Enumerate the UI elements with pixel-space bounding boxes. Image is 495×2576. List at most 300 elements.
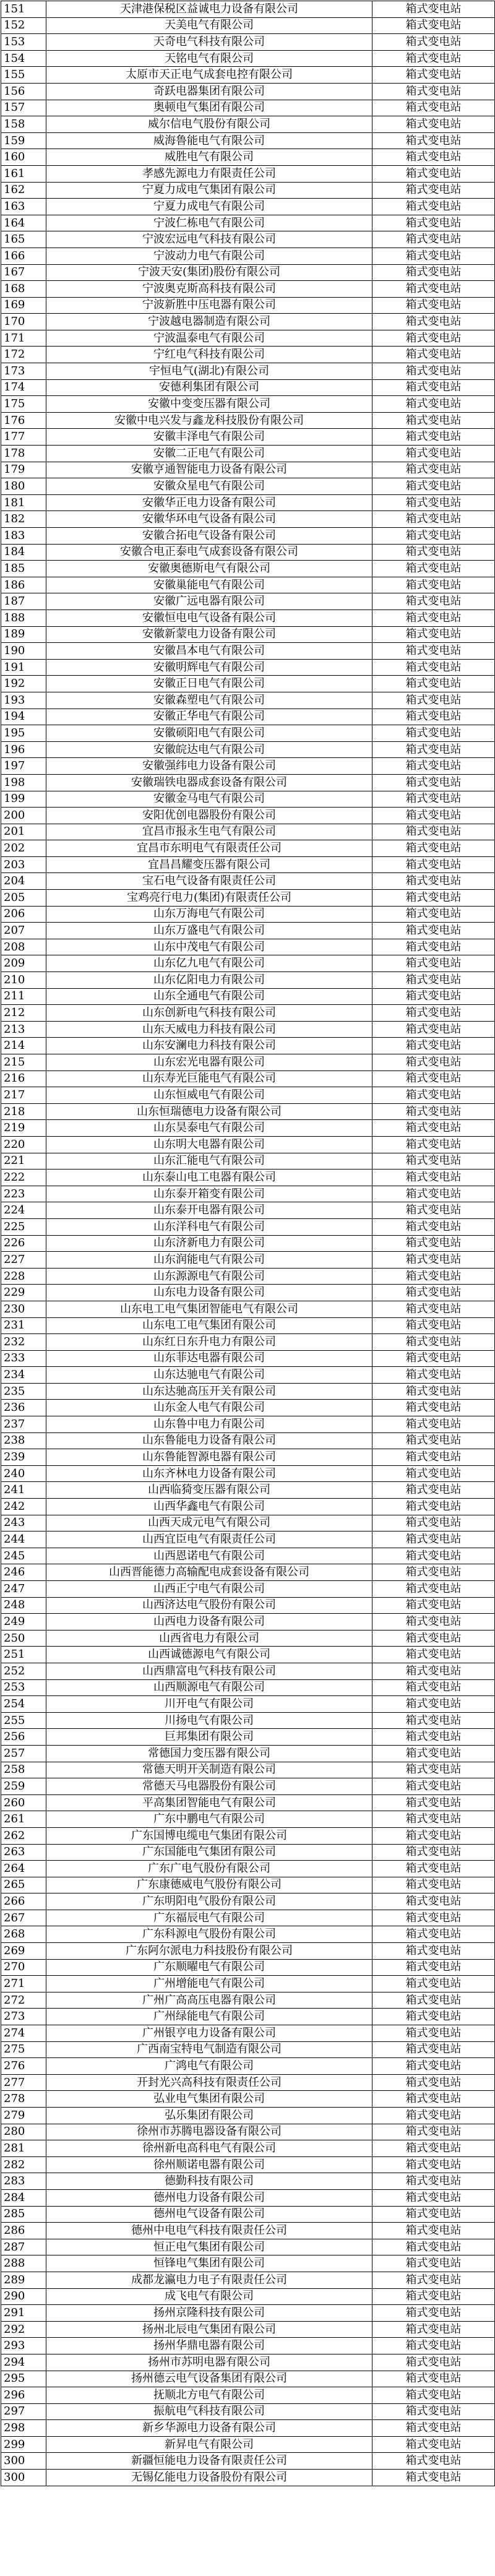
table-row [1,955,495,972]
company-name: 新疆恒能电力设备有限责任公司 [46,2453,372,2470]
company-name: 巨邦集团有限公司 [46,1729,372,1746]
company-name: 山东鲁能电力设备有限公司 [46,1432,372,1449]
row-number: 228 [1,1268,46,1285]
company-name: 广东福辰电气有限公司 [46,1910,372,1926]
table-row [1,396,495,413]
company-name: 成都龙瀛电力电子有限责任公司 [46,2272,372,2288]
table-row [1,1844,495,1861]
product-type: 箱式变电站 [372,659,495,676]
table-row [1,1005,495,1022]
table-row [1,248,495,264]
row-number: 222 [1,1170,46,1186]
row-number: 161 [1,165,46,182]
row-number: 255 [1,1712,46,1729]
row-number: 219 [1,1120,46,1137]
row-number: 258 [1,1762,46,1778]
company-name: 天美电气有限公司 [46,17,372,34]
table-row [1,429,495,446]
row-number: 189 [1,626,46,643]
company-name: 安徽奥德斯电气有限公司 [46,561,372,577]
company-name: 山东电工电气集团智能电气有限公司 [46,1301,372,1317]
table-row [1,1943,495,1960]
product-type: 箱式变电站 [372,1400,495,1416]
table-row [1,1729,495,1746]
product-type: 箱式变电站 [372,1943,495,1960]
row-number: 176 [1,412,46,429]
product-type: 箱式变电站 [372,1531,495,1548]
row-number: 221 [1,1153,46,1170]
table-row [1,626,495,643]
row-number: 199 [1,791,46,808]
row-number: 190 [1,643,46,660]
company-name: 扬州京隆科技有限公司 [46,2305,372,2322]
product-type: 箱式变电站 [372,1877,495,1893]
company-name: 川开电气有限公司 [46,1696,372,1713]
company-name: 山西天成元电气有限公司 [46,1515,372,1531]
company-name: 安徽硕阳电气有限公司 [46,725,372,742]
product-type: 箱式变电站 [372,1054,495,1071]
row-number: 279 [1,2108,46,2124]
company-name: 川扬电气有限公司 [46,1712,372,1729]
company-name: 山东鲁中电力有限公司 [46,1416,372,1433]
table-row [1,1186,495,1202]
row-number: 286 [1,2223,46,2239]
row-number: 235 [1,1383,46,1400]
table-row [1,593,495,610]
table-row [1,2403,495,2420]
company-name: 山东泰开箱变有限公司 [46,1186,372,1202]
row-number: 177 [1,429,46,446]
table-row [1,2470,495,2486]
product-type: 箱式变电站 [372,478,495,495]
row-number: 267 [1,1910,46,1926]
table-row [1,2173,495,2190]
product-type: 箱式变电站 [372,1070,495,1087]
product-type: 箱式变电站 [372,1005,495,1022]
company-name: 广州广高高压电器有限公司 [46,1992,372,2009]
product-type: 箱式变电站 [372,2453,495,2470]
company-name: 山东洋科电气有限公司 [46,1218,372,1235]
table-row [1,281,495,298]
table-row [1,2321,495,2338]
product-type: 箱式变电站 [372,758,495,775]
company-name: 宜昌昌耀变压器有限公司 [46,856,372,873]
row-number: 291 [1,2305,46,2322]
row-number: 203 [1,856,46,873]
product-type: 箱式变电站 [372,1285,495,1301]
row-number: 184 [1,544,46,561]
row-number: 252 [1,1663,46,1679]
row-number: 246 [1,1564,46,1581]
row-number: 278 [1,2091,46,2108]
table-row [1,2108,495,2124]
row-number: 193 [1,692,46,709]
company-name: 山东天威电力科技有限公司 [46,1021,372,1038]
product-type: 箱式变电站 [372,1334,495,1351]
company-name: 山东汇能电气有限公司 [46,1153,372,1170]
table-row [1,100,495,116]
table-row [1,297,495,314]
row-number: 275 [1,2041,46,2058]
row-number: 223 [1,1186,46,1202]
product-type: 箱式变电站 [372,2354,495,2371]
product-type: 箱式变电站 [372,873,495,890]
row-number: 188 [1,610,46,626]
company-name: 山西诚德源电气有限公司 [46,1647,372,1663]
company-name: 山西晋能德力高输配电成套设备有限公司 [46,1564,372,1581]
row-number: 227 [1,1252,46,1269]
company-name: 恒正电气集团有限公司 [46,2239,372,2255]
row-number: 283 [1,2173,46,2190]
table-row [1,1432,495,1449]
row-number: 195 [1,725,46,742]
product-type: 箱式变电站 [372,774,495,791]
table-row [1,1597,495,1614]
table-row [1,2140,495,2157]
table-row [1,2305,495,2322]
company-name: 山西顺源电气有限公司 [46,1679,372,1696]
table-row [1,67,495,84]
table-row [1,1400,495,1416]
row-number: 212 [1,1005,46,1022]
product-type: 箱式变电站 [372,1679,495,1696]
row-number: 196 [1,741,46,758]
product-type: 箱式变电站 [372,2074,495,2091]
row-number: 261 [1,1811,46,1828]
table-row [1,412,495,429]
table-row [1,643,495,660]
company-name: 安徽合拓电气设备有限公司 [46,528,372,545]
table-row [1,199,495,215]
row-number: 262 [1,1827,46,1844]
product-type: 箱式变电站 [372,429,495,446]
company-name: 山东恒瑞德电力设备有限公司 [46,1103,372,1120]
company-name: 安徽二正电气有限公司 [46,446,372,462]
product-type: 箱式变电站 [372,363,495,380]
company-name: 安徽昌本电气有限公司 [46,643,372,660]
table-row [1,2354,495,2371]
row-number: 241 [1,1482,46,1499]
row-number: 152 [1,17,46,34]
table-row [1,2091,495,2108]
row-number: 247 [1,1581,46,1598]
table-row [1,2453,495,2470]
row-number: 182 [1,511,46,528]
row-number: 218 [1,1103,46,1120]
company-name: 振航电气科技有限公司 [46,2403,372,2420]
product-type: 箱式变电站 [372,2156,495,2173]
company-name: 山东全通电气有限公司 [46,988,372,1005]
table-row [1,923,495,939]
company-name: 山东中茂电气有限公司 [46,939,372,955]
product-type: 箱式变电站 [372,1663,495,1679]
table-row [1,132,495,149]
product-type: 箱式变电站 [372,1021,495,1038]
product-type: 箱式变电站 [372,709,495,725]
company-name: 广州增能电气有限公司 [46,1976,372,1992]
product-type: 箱式变电站 [372,2470,495,2486]
company-name: 安徽华环电气设备有限公司 [46,511,372,528]
table-row [1,544,495,561]
company-name: 德勤科技有限公司 [46,2173,372,2190]
table-row [1,610,495,626]
product-type: 箱式变电站 [372,856,495,873]
table-row [1,1054,495,1071]
product-type: 箱式变电站 [372,2305,495,2322]
product-type: 箱式变电站 [372,1992,495,2009]
company-name: 宁波越电器制造有限公司 [46,314,372,330]
table-row [1,577,495,593]
product-type: 箱式变电站 [372,808,495,824]
product-type: 箱式变电站 [372,1778,495,1795]
row-number: 273 [1,2009,46,2025]
table-row [1,446,495,462]
row-number: 292 [1,2321,46,2338]
company-name: 宁波动力电气有限公司 [46,248,372,264]
table-row [1,50,495,67]
product-type: 箱式变电站 [372,2009,495,2025]
product-type: 箱式变电站 [372,2239,495,2255]
company-name: 山西鼎富电气科技有限公司 [46,1663,372,1679]
table-row [1,1449,495,1466]
company-name: 扬州市苏明电器有限公司 [46,2354,372,2371]
company-name: 安徽巢能电气有限公司 [46,577,372,593]
row-number: 268 [1,1926,46,1943]
row-number: 269 [1,1943,46,1960]
company-name: 山东万海电气有限公司 [46,906,372,923]
row-number: 174 [1,379,46,396]
row-number: 162 [1,182,46,199]
company-name: 山东达驰电气有限公司 [46,1367,372,1384]
company-name: 广东明阳电气股份有限公司 [46,1893,372,1910]
product-type: 箱式变电站 [372,1268,495,1285]
company-name: 山东电工电气集团有限公司 [46,1317,372,1334]
product-type: 箱式变电站 [372,2371,495,2387]
row-number: 295 [1,2371,46,2387]
table-row [1,692,495,709]
row-number: 157 [1,100,46,116]
product-type: 箱式变电站 [372,2436,495,2453]
product-type: 箱式变电站 [372,83,495,100]
product-type: 箱式变电站 [372,264,495,281]
product-type: 箱式变电站 [372,1976,495,1992]
product-type: 箱式变电站 [372,1959,495,1976]
company-name: 安徽森塑电气有限公司 [46,692,372,709]
row-number: 175 [1,396,46,413]
product-type: 箱式变电站 [372,1712,495,1729]
company-name: 宝石电气设备有限责任公司 [46,873,372,890]
row-number: 248 [1,1597,46,1614]
row-number: 245 [1,1548,46,1564]
table-row [1,1367,495,1384]
product-type: 箱式变电站 [372,955,495,972]
product-type: 箱式变电站 [372,446,495,462]
company-name: 山东昊泰电气有限公司 [46,1120,372,1137]
product-type: 箱式变电站 [372,494,495,511]
product-type: 箱式变电站 [372,1515,495,1531]
table-row [1,347,495,363]
row-number: 179 [1,462,46,478]
product-type: 箱式变电站 [372,923,495,939]
product-type: 箱式变电站 [372,1252,495,1269]
row-number: 225 [1,1218,46,1235]
row-number: 249 [1,1614,46,1630]
row-number: 169 [1,297,46,314]
table-row [1,824,495,840]
row-number: 244 [1,1531,46,1548]
company-name: 山东泰开电器有限公司 [46,1202,372,1219]
company-name: 广东中鹏电气有限公司 [46,1811,372,1828]
table-row [1,1301,495,1317]
product-type: 箱式变电站 [372,1465,495,1482]
table-row [1,1499,495,1515]
company-name: 平高集团智能电气有限公司 [46,1794,372,1811]
product-type: 箱式变电站 [372,1202,495,1219]
product-type: 箱式变电站 [372,281,495,298]
company-name: 常德国力变压器有限公司 [46,1745,372,1762]
company-name: 山东寿光巨能电气有限公司 [46,1070,372,1087]
table-row [1,165,495,182]
table-row [1,2272,495,2288]
company-name: 安徽新蒙电力设备有限公司 [46,626,372,643]
company-name: 德州中电电气科技有限责任公司 [46,2223,372,2239]
row-number: 251 [1,1647,46,1663]
product-type: 箱式变电站 [372,1038,495,1054]
company-name: 安徽恒电电气设备有限公司 [46,610,372,626]
row-number: 172 [1,347,46,363]
product-type: 箱式变电站 [372,347,495,363]
company-name: 新昇电气有限公司 [46,2436,372,2453]
table-row [1,774,495,791]
row-number: 270 [1,1959,46,1976]
company-name: 山东鲁能智源电器有限公司 [46,1449,372,1466]
table-row [1,1153,495,1170]
row-number: 201 [1,824,46,840]
row-number: 186 [1,577,46,593]
product-type: 箱式变电站 [372,1136,495,1153]
company-name: 广东阿尔派电力科技股份有限公司 [46,1943,372,1960]
product-type: 箱式变电站 [372,2272,495,2288]
company-name: 安徽明辉电气有限公司 [46,659,372,676]
company-name: 成飞电气有限公司 [46,2288,372,2305]
row-number: 242 [1,1499,46,1515]
table-row [1,34,495,51]
row-number: 224 [1,1202,46,1219]
supplier-table [1,1,495,2486]
row-number: 202 [1,840,46,857]
company-name: 奇跃电器集团有限公司 [46,83,372,100]
table-row [1,659,495,676]
company-name: 安阳优创电器股份有限公司 [46,808,372,824]
row-number: 280 [1,2124,46,2140]
company-name: 宇恒电气(湖北)有限公司 [46,363,372,380]
row-number: 191 [1,659,46,676]
row-number: 165 [1,231,46,248]
company-name: 安徽广远电器有限公司 [46,593,372,610]
row-number: 284 [1,2189,46,2206]
company-name: 宁波宏远电气科技有限公司 [46,231,372,248]
row-number: 290 [1,2288,46,2305]
company-name: 广西南宝特电气制造有限公司 [46,2041,372,2058]
table-row [1,1564,495,1581]
company-name: 安徽中电兴发与鑫龙科技股份有限公司 [46,412,372,429]
product-type: 箱式变电站 [372,561,495,577]
product-type: 箱式变电站 [372,100,495,116]
table-row [1,1515,495,1531]
product-type: 箱式变电站 [372,379,495,396]
row-number: 170 [1,314,46,330]
row-number: 211 [1,988,46,1005]
company-name: 山东亿九电气有限公司 [46,955,372,972]
row-number: 289 [1,2272,46,2288]
product-type: 箱式变电站 [372,824,495,840]
company-name: 安徽丰泽电气有限公司 [46,429,372,446]
company-name: 山东金人电气有限公司 [46,1400,372,1416]
product-type: 箱式变电站 [372,67,495,84]
product-type: 箱式变电站 [372,182,495,199]
company-name: 广东国能电气集团有限公司 [46,1844,372,1861]
row-number: 168 [1,281,46,298]
product-type: 箱式变电站 [372,511,495,528]
company-name: 安德利集团有限公司 [46,379,372,396]
row-number: 243 [1,1515,46,1531]
table-row [1,1696,495,1713]
table-row [1,1350,495,1367]
company-name: 广东科源电气股份有限公司 [46,1926,372,1943]
table-row [1,1548,495,1564]
table-row [1,1877,495,1893]
row-number: 154 [1,50,46,67]
company-name: 扬州华鼎电器有限公司 [46,2338,372,2354]
company-name: 安徽瑞铁电器成套设备有限公司 [46,774,372,791]
product-type: 箱式变电站 [372,1218,495,1235]
company-name: 安徽合电正泰电气成套设备有限公司 [46,544,372,561]
row-number: 266 [1,1893,46,1910]
row-number: 263 [1,1844,46,1861]
product-type: 箱式变电站 [372,890,495,907]
product-type: 箱式变电站 [372,2041,495,2058]
row-number: 217 [1,1087,46,1104]
product-type: 箱式变电站 [372,725,495,742]
table-row [1,511,495,528]
table-row [1,1647,495,1663]
company-name: 广东国博电缆电气集团有限公司 [46,1827,372,1844]
row-number: 277 [1,2074,46,2091]
row-number: 240 [1,1465,46,1482]
product-type: 箱式变电站 [372,1350,495,1367]
row-number: 300 [1,2470,46,2486]
table-row [1,2074,495,2091]
company-name: 常德天明开关制造有限公司 [46,1762,372,1778]
table-row [1,2009,495,2025]
table-row [1,264,495,281]
row-number: 192 [1,676,46,692]
product-type: 箱式变电站 [372,1893,495,1910]
table-row [1,379,495,396]
company-name: 山东齐林电力设备有限公司 [46,1465,372,1482]
product-type: 箱式变电站 [372,2288,495,2305]
row-number: 207 [1,923,46,939]
table-row [1,1317,495,1334]
product-type: 箱式变电站 [372,2403,495,2420]
table-row [1,1334,495,1351]
product-type: 箱式变电站 [372,1235,495,1252]
row-number: 187 [1,593,46,610]
row-number: 265 [1,1877,46,1893]
product-type: 箱式变电站 [372,528,495,545]
product-type: 箱式变电站 [372,1564,495,1581]
table-row [1,676,495,692]
